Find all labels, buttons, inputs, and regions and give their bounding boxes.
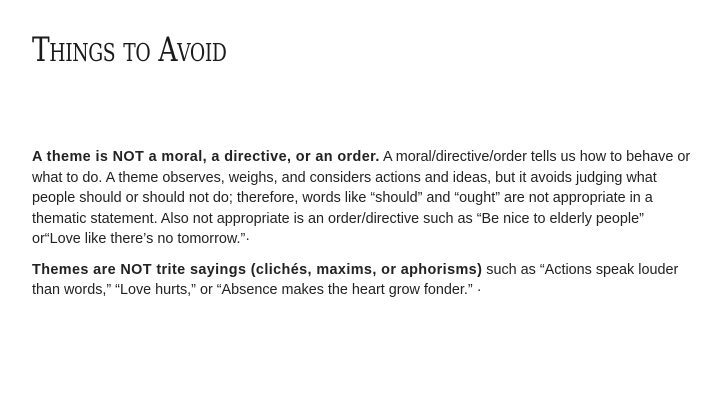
slide-body — [32, 147, 692, 311]
paragraph-themes-not-trite — [32, 260, 692, 301]
paragraph-lead: Themes are NOT trite sayings (clichés, maxims, or aphorisms) — [32, 261, 483, 278]
paragraph-text: such as “Actions speak louder than words,” “Love hurts,” or “Absence makes the heart grow fonder.” · — [32, 261, 679, 298]
paragraph-theme-not-moral — [32, 147, 692, 250]
paragraph-text: A moral/directive/order tells us how to behave or what to do. A theme observes, weighs, and considers actions and ideas, but it avoids judging what people should or should not do; therefore, words like “should” and “ought” are not appropriate in a thematic statement. Also not appropriate is an order/directive such as “Be nice to elderly people” or“Love like there’s no tomorrow.”· — [32, 149, 691, 247]
slide-title: Things to Avoid — [32, 30, 227, 70]
paragraph-lead: A theme is NOT a moral, a directive, or an order. — [32, 149, 380, 165]
